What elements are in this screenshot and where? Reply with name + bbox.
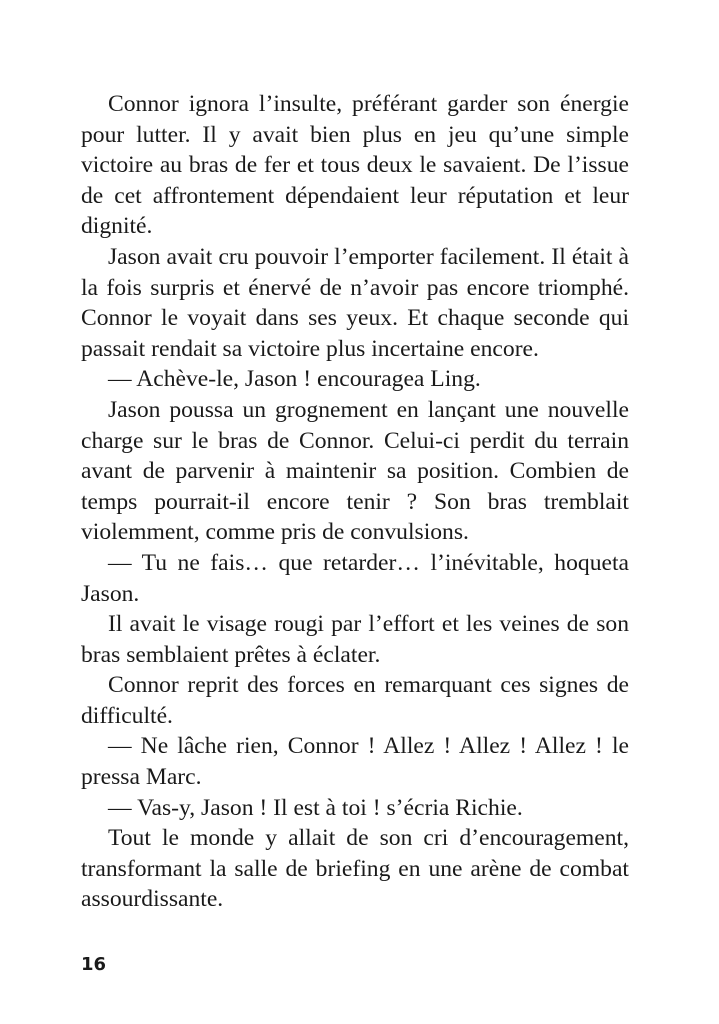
paragraph-8: — Ne lâche rien, Connor ! Allez ! Allez ! Allez ! le pressa Marc. — [81, 733, 629, 791]
page-number: 16 — [81, 954, 107, 975]
paragraph-10: Tout le monde y allait de son cri d’encouragement, transformant la salle de briefing en une arène de combat assourdissante. — [81, 825, 629, 913]
paragraph-2: Jason avait cru pouvoir l’emporter facilement. Il était à la fois surpris et énervé de n’avoir pas encore triomphé. Connor le voyait dans ses yeux. Et chaque seconde qui passait rendait sa victoire plus incertaine encore. — [81, 243, 629, 362]
paragraph-1: Connor ignora l’insulte, préférant garder son énergie pour lutter. Il y avait bien plus en jeu qu’une simple victoire au bras de fer et tous deux le savaient. De l’issue de cet affrontement dépendaient leur réputation et leur dignité. — [81, 91, 629, 240]
paragraph-9: — Vas-y, Jason ! Il est à toi ! s’écria Richie. — [108, 794, 523, 821]
body-text — [81, 89, 629, 915]
paragraph-4: Jason poussa un grognement en lançant une nouvelle charge sur le bras de Connor. Celui-ci perdit du terrain avant de parvenir à maintenir sa position. Combien de temps pourrait-il encore tenir ? Son bras tremblait violemment, comme pris de convulsions. — [81, 396, 629, 546]
paragraph-3: — Achève-le, Jason ! encouragea Ling. — [108, 366, 481, 393]
paragraph-7: Connor reprit des forces en remarquant ces signes de difficulté. — [81, 672, 629, 729]
paragraph-5: — Tu ne fais… que retarder… l’inévitable, hoqueta Jason. — [81, 549, 629, 607]
paragraph-6: Il avait le visage rougi par l’effort et les veines de son bras semblaient prêtes à éclater. — [81, 611, 629, 668]
